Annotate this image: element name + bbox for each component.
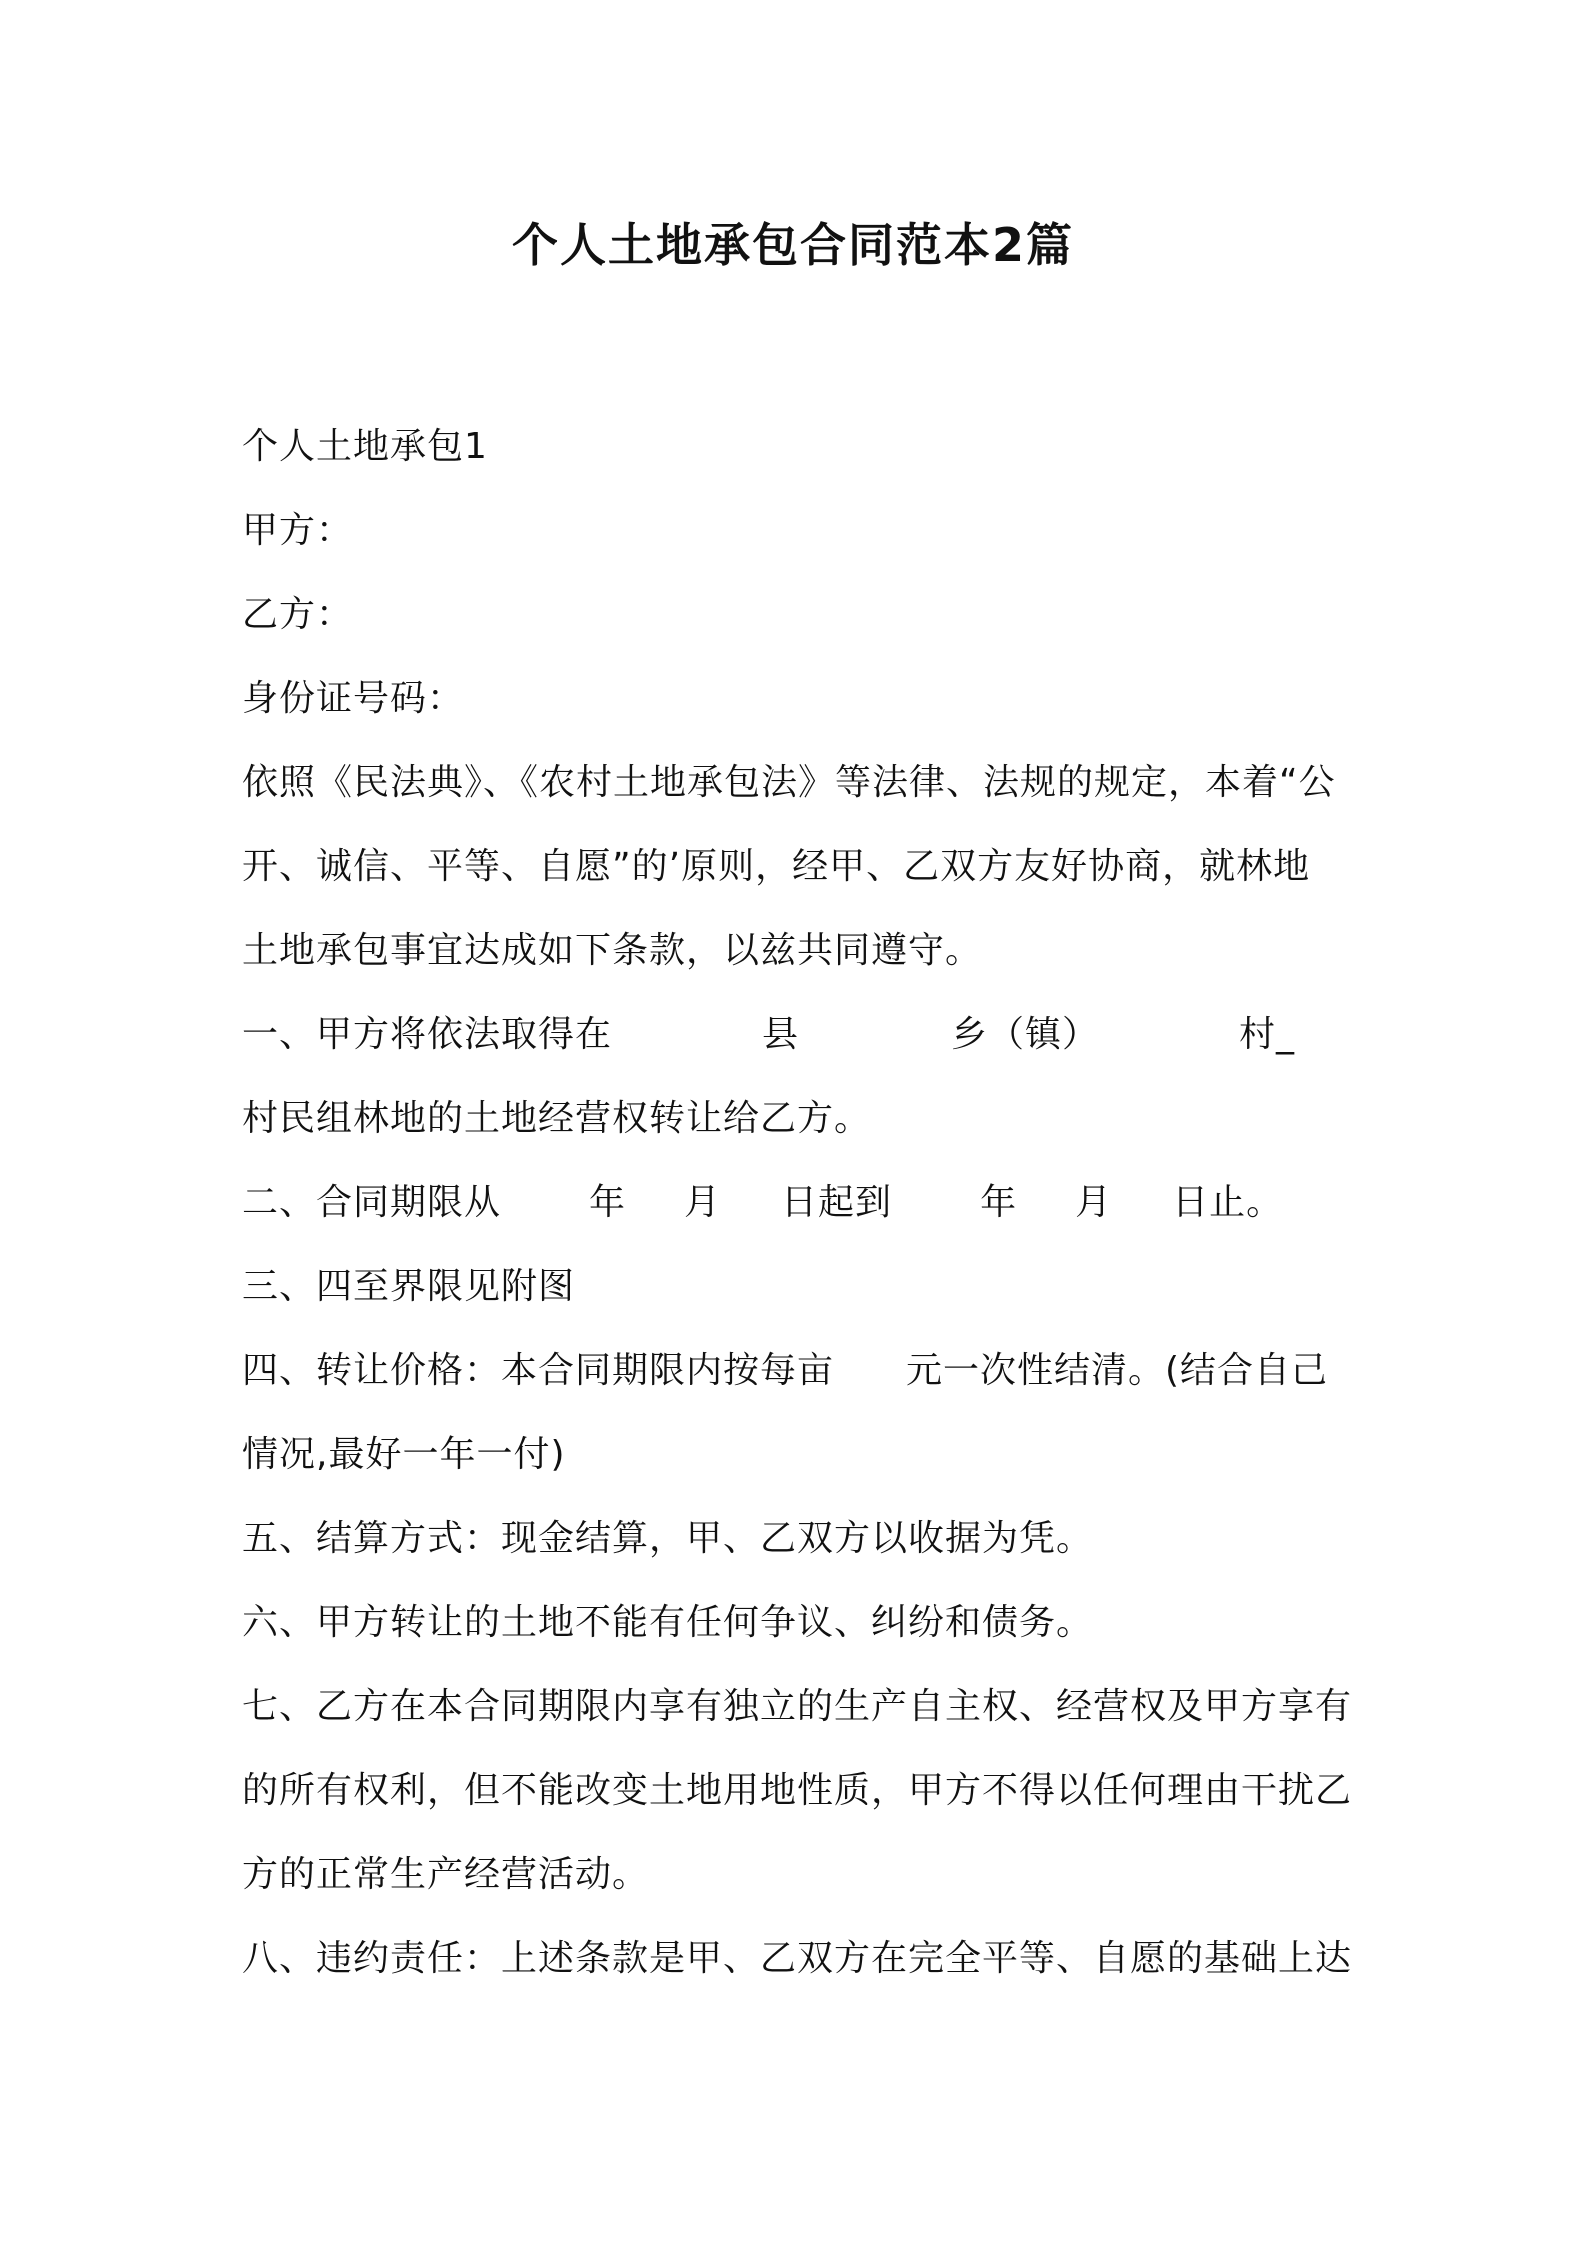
clause-1-continuation: 村民组林地的土地经营权转让给乙方。: [242, 1098, 872, 1139]
start-month-label: 月: [684, 1182, 722, 1223]
end-month-label: 月: [1075, 1182, 1113, 1223]
clause-4: [242, 1329, 1362, 1413]
township-label: 乡（镇）: [951, 1014, 1100, 1055]
clause-5: 五、结算方式：现金结算，甲、乙双方以收据为凭。: [242, 1518, 1094, 1559]
clause-8: 八、违约责任：上述条款是甲、乙双方在完全平等、自愿的基础上达: [242, 1938, 1353, 1979]
document-title: 个人土地承包合同范本2篇: [511, 218, 1074, 272]
id-number-label: 身份证号码：: [242, 678, 465, 719]
end-year-label: 年: [980, 1182, 1018, 1223]
preamble-line: 开、诚信、平等、自愿”的’原则，经甲、乙双方友好协商，就林地: [242, 846, 1311, 887]
clause-4-settlement: 元一次性结清。(结合自己: [906, 1350, 1329, 1391]
section-heading: 个人土地承包1: [242, 426, 488, 467]
clause-1-text: 一、甲方将依法取得在: [242, 1014, 613, 1055]
clause-6: 六、甲方转让的土地不能有任何争议、纠纷和债务。: [242, 1602, 1094, 1643]
preamble-line: 依照《民法典》、《农村土地承包法》等法律、法规的规定，本着“公: [242, 762, 1336, 803]
clause-4-text: 四、转让价格：本合同期限内按每亩: [242, 1350, 835, 1391]
end-day-label: 日止。: [1172, 1182, 1284, 1223]
clause-1: [242, 993, 1362, 1077]
clause-3: 三、四至界限见附图: [242, 1266, 576, 1307]
clause-2: [242, 1161, 1362, 1245]
clause-2-text: 二、合同期限从: [242, 1182, 502, 1223]
clause-7-line: 的所有权利，但不能改变土地用地性质，甲方不得以任何理由干扰乙: [242, 1770, 1353, 1811]
clause-7-line: 七、乙方在本合同期限内享有独立的生产自主权、经营权及甲方享有: [242, 1686, 1353, 1727]
start-year-label: 年: [589, 1182, 627, 1223]
clause-4-continuation: 情况,最好一年一付): [242, 1434, 566, 1475]
party-b-label: 乙方：: [242, 594, 354, 635]
village-label: 村_: [1239, 1014, 1296, 1055]
county-label: 县: [762, 1014, 800, 1055]
start-day-label: 日起到: [781, 1182, 893, 1223]
party-a-label: 甲方：: [242, 510, 354, 551]
clause-7-line: 方的正常生产经营活动。: [242, 1854, 650, 1895]
preamble-line: 土地承包事宜达成如下条款，以兹共同遵守。: [242, 930, 983, 971]
document-body: [242, 405, 1362, 2001]
